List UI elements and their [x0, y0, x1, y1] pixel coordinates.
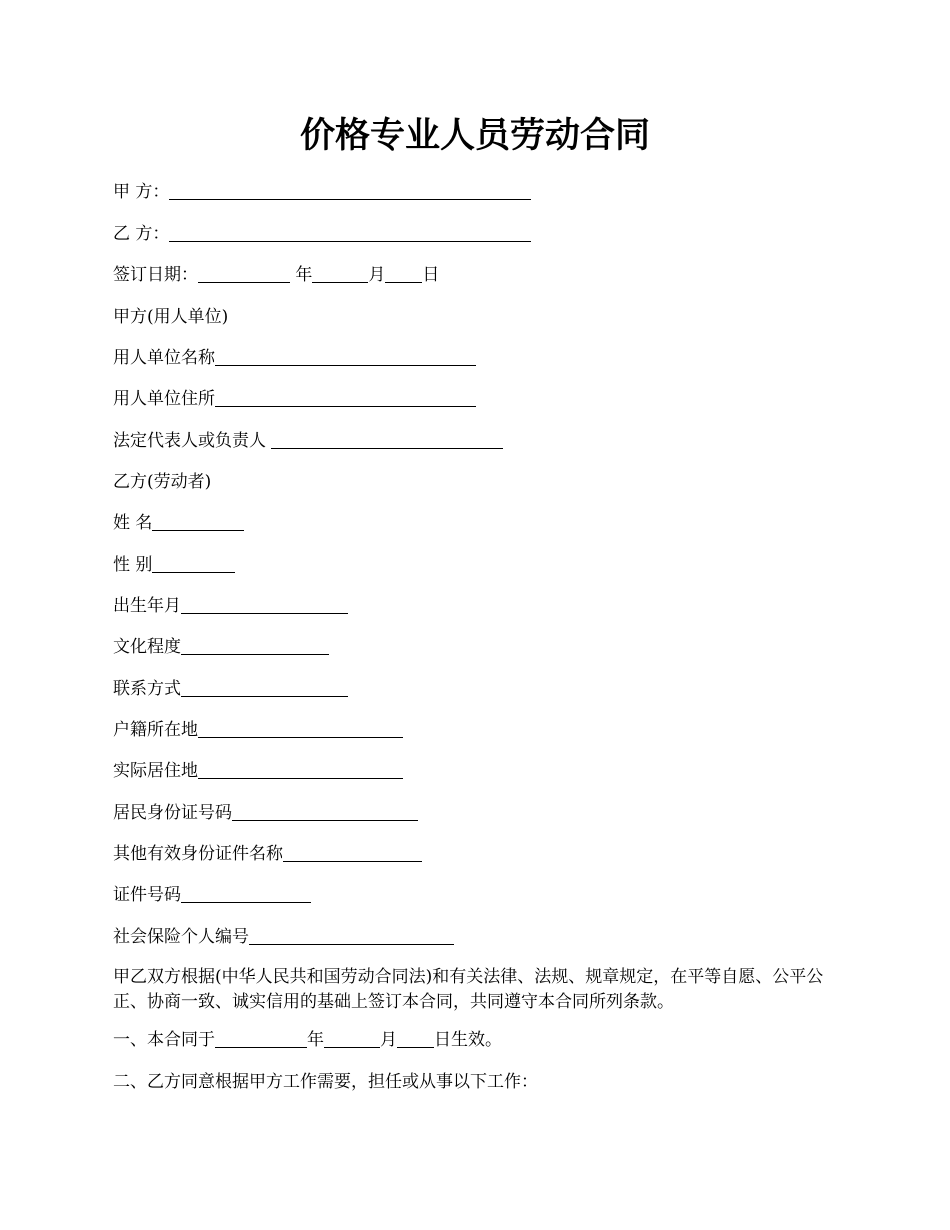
household-label: 户籍所在地 [113, 720, 198, 740]
page-title: 价格专业人员劳动合同 [299, 115, 650, 156]
sign-month-blank[interactable] [312, 264, 368, 283]
clause-2: 二、乙方同意根据甲方工作需要，担任或从事以下工作： [113, 1072, 538, 1092]
other-id-blank[interactable] [283, 843, 422, 862]
residence-blank[interactable] [198, 760, 403, 779]
cert-number-line [113, 884, 311, 906]
other-id-label: 其他有效身份证件名称 [113, 844, 283, 864]
clause-1-suffix: 日生效。 [434, 1030, 502, 1050]
sign-date-label: 签订日期： [113, 265, 198, 285]
name-label: 姓 名 [113, 513, 153, 533]
residence-line [113, 760, 403, 782]
education-label: 文化程度 [113, 637, 181, 657]
employer-name-blank[interactable] [215, 347, 476, 366]
effective-day-blank[interactable] [397, 1029, 434, 1048]
cert-number-label: 证件号码 [113, 885, 181, 905]
name-line [113, 512, 244, 534]
sign-day-blank[interactable] [385, 264, 422, 283]
household-line [113, 719, 403, 741]
employer-name-line [113, 347, 476, 369]
legal-rep-blank[interactable] [271, 430, 503, 449]
cert-number-blank[interactable] [181, 884, 311, 903]
name-blank[interactable] [152, 512, 244, 531]
birth-line [113, 595, 348, 617]
education-blank[interactable] [181, 636, 329, 655]
month-label: 月 [368, 265, 386, 285]
id-number-label: 居民身份证号码 [113, 803, 232, 823]
employer-name-label: 用人单位名称 [113, 348, 215, 368]
effective-year-blank[interactable] [215, 1029, 307, 1048]
birth-blank[interactable] [181, 595, 348, 614]
contact-line [113, 678, 348, 700]
party-a-blank[interactable] [169, 181, 531, 200]
employer-address-line [113, 388, 476, 410]
employer-heading: 甲方(用人单位) [113, 307, 229, 327]
legal-rep-label: 法定代表人或负责人 [113, 431, 266, 451]
clause-1-prefix: 一、本合同于 [113, 1030, 215, 1050]
year-label: 年 [295, 265, 313, 285]
employer-address-label: 用人单位住所 [113, 389, 215, 409]
contact-label: 联系方式 [113, 679, 181, 699]
gender-label: 性 别 [113, 555, 153, 575]
sign-date-line [113, 264, 439, 286]
effective-month-blank[interactable] [324, 1029, 380, 1048]
preamble-paragraph: 甲乙双方根据(中华人民共和国劳动合同法)和有关法律、法规、规章规定，在平等自愿、公平公正、协商一致、诚实信用的基础上签订本合同，共同遵守本合同所列条款。 [113, 967, 824, 1012]
id-number-line [113, 802, 418, 824]
social-security-line [113, 926, 454, 948]
gender-line [113, 554, 235, 576]
clause-1-month: 月 [380, 1030, 397, 1050]
party-b-label: 乙 方： [113, 224, 170, 244]
id-number-blank[interactable] [232, 802, 418, 821]
party-a-line [113, 181, 531, 203]
day-label: 日 [422, 265, 440, 285]
sign-year-blank[interactable] [198, 264, 290, 283]
social-security-blank[interactable] [249, 926, 454, 945]
party-b-line [113, 223, 531, 245]
party-b-blank[interactable] [169, 223, 531, 242]
clause-1 [113, 1029, 502, 1051]
employer-address-blank[interactable] [215, 388, 476, 407]
social-security-label: 社会保险个人编号 [113, 927, 249, 947]
residence-label: 实际居住地 [113, 761, 198, 781]
employee-heading: 乙方(劳动者) [113, 472, 212, 492]
education-line [113, 636, 329, 658]
household-blank[interactable] [198, 719, 403, 738]
other-id-line [113, 843, 422, 865]
gender-blank[interactable] [152, 554, 235, 573]
contact-blank[interactable] [181, 678, 348, 697]
birth-label: 出生年月 [113, 596, 181, 616]
legal-rep-line [113, 430, 503, 452]
clause-1-year: 年 [307, 1030, 324, 1050]
party-a-label: 甲 方： [113, 182, 170, 202]
